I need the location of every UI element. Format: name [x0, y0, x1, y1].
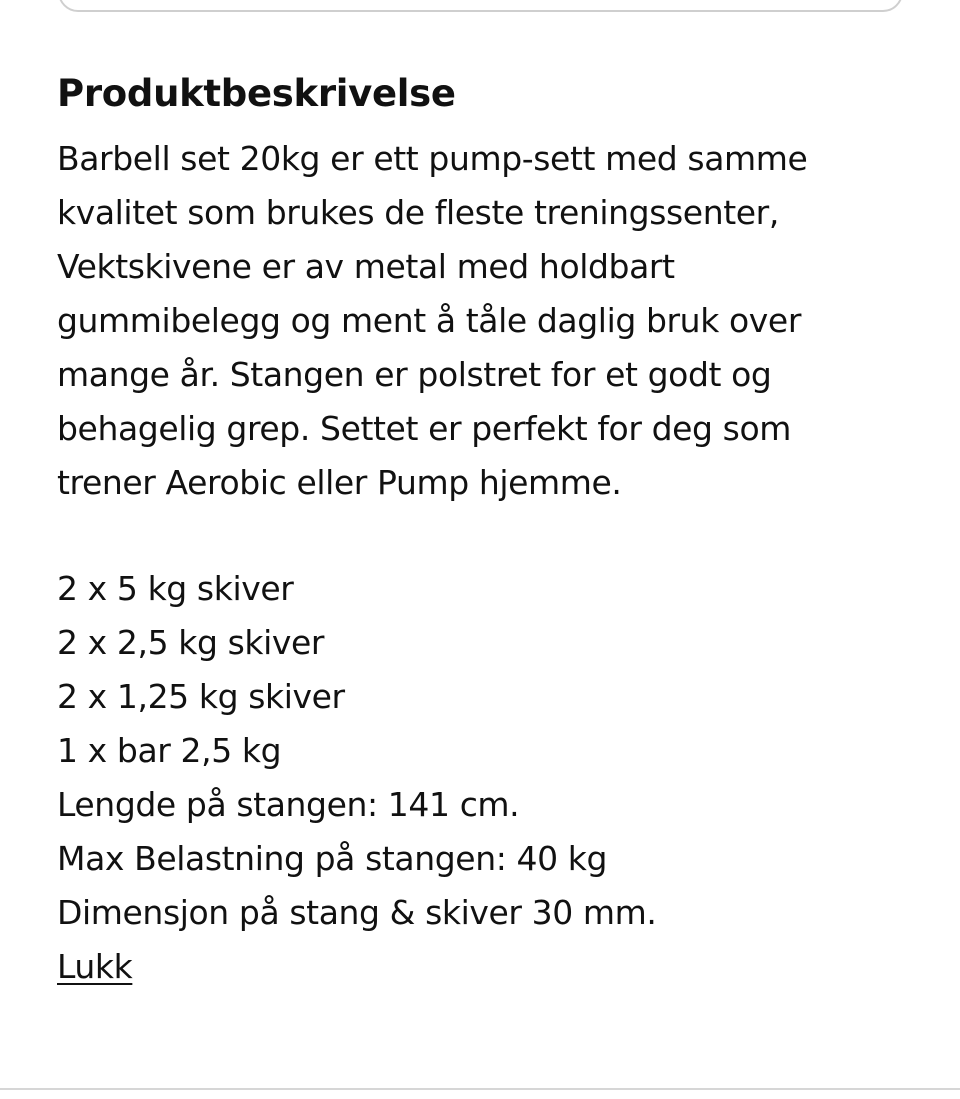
description-line: Vektskivene er av metal med holdbart	[57, 247, 675, 286]
description-line: gummibelegg og ment å tåle daglig bruk over	[57, 301, 801, 340]
description-line: Barbell set 20kg er ett pump-sett med samme	[57, 139, 808, 178]
product-description-section	[57, 70, 917, 994]
description-line: trener Aerobic eller Pump hjemme.	[57, 463, 622, 502]
spec-item: Lengde på stangen: 141 cm.	[57, 785, 520, 824]
previous-card	[58, 0, 903, 12]
spec-item: Max Belastning på stangen: 40 kg	[57, 839, 608, 878]
divider	[0, 1088, 960, 1090]
description-line: behagelig grep. Settet er perfekt for deg som	[57, 409, 792, 448]
product-description	[57, 132, 917, 510]
spec-item: 1 x bar 2,5 kg	[57, 731, 282, 770]
description-line: kvalitet som brukes de fleste treningssenter,	[57, 193, 779, 232]
spec-item: Dimensjon på stang & skiver 30 mm.	[57, 893, 657, 932]
spec-item: 2 x 2,5 kg skiver	[57, 623, 325, 662]
description-line: mange år. Stangen er polstret for et godt og	[57, 355, 772, 394]
section-heading: Produktbeskrivelse	[57, 72, 456, 115]
spec-item: 2 x 1,25 kg skiver	[57, 677, 345, 716]
close-link[interactable]: Lukk	[57, 947, 133, 986]
spec-item: 2 x 5 kg skiver	[57, 569, 294, 608]
spec-list	[57, 562, 917, 940]
